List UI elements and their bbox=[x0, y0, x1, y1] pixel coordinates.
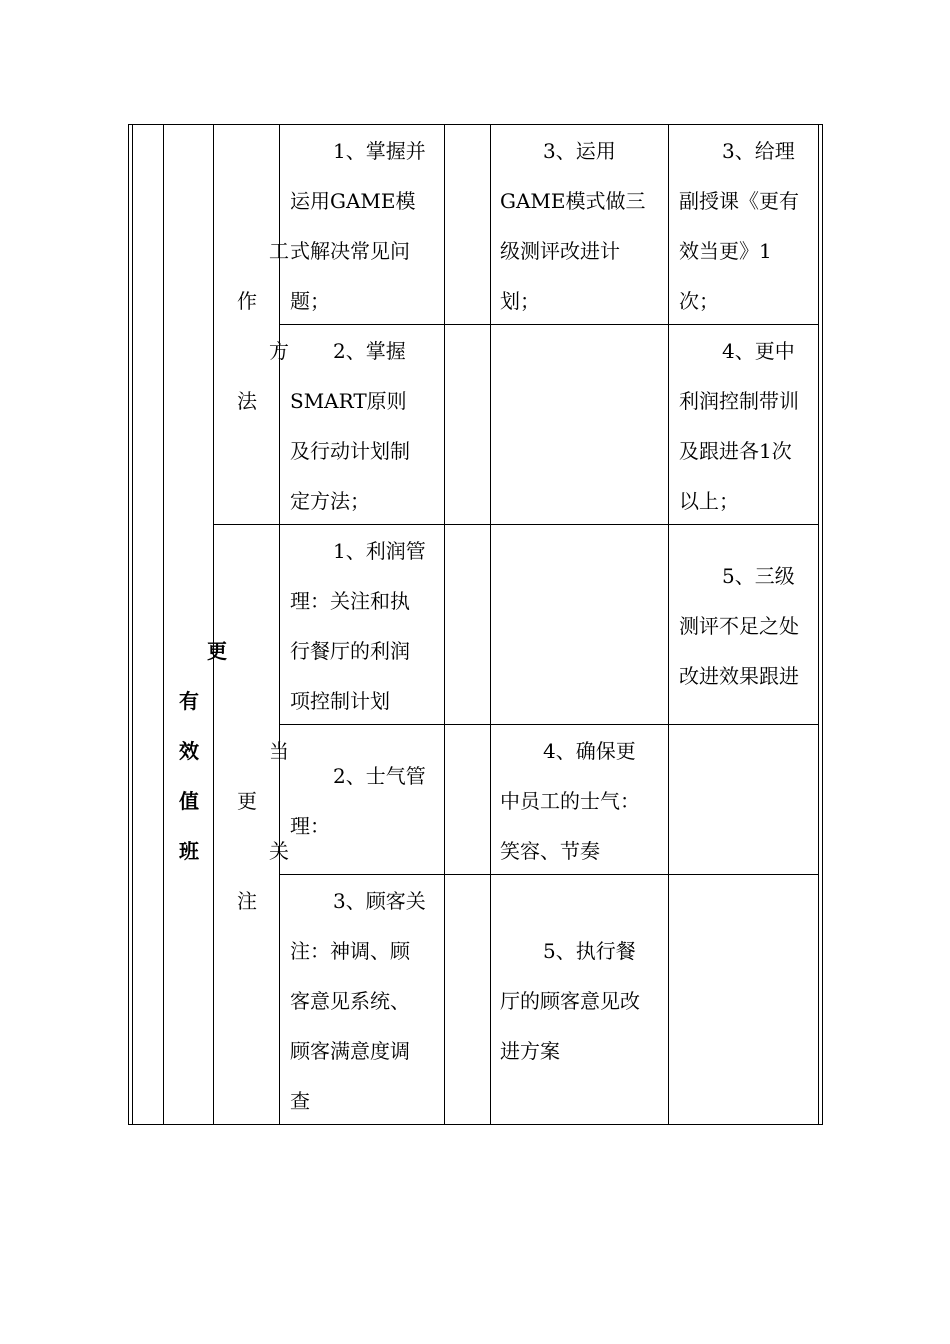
subcategory-char: 方 bbox=[269, 339, 289, 363]
action-line: 3、运用 bbox=[543, 139, 616, 163]
col-line-6 bbox=[668, 124, 669, 1125]
row-line-1 bbox=[279, 324, 819, 325]
measure-line: 改进效果跟进 bbox=[679, 664, 799, 688]
measure-line: 3、给理 bbox=[722, 139, 795, 163]
category-char: 效 bbox=[179, 739, 199, 763]
content-line: 2、掌握 bbox=[333, 339, 406, 363]
content-line: 理： bbox=[290, 814, 330, 838]
action-line: 级测评改进计 bbox=[500, 239, 620, 263]
category-char: 班 bbox=[179, 839, 199, 863]
action-line: GAME模式做三 bbox=[500, 189, 646, 213]
category-char: 值 bbox=[179, 789, 199, 813]
action-line: 划； bbox=[500, 289, 540, 313]
content-line: 查 bbox=[290, 1089, 310, 1113]
measure-line: 利润控制带训 bbox=[679, 389, 799, 413]
measure-line: 5、三级 bbox=[722, 564, 795, 588]
table-border-left-outer bbox=[128, 124, 129, 1125]
action-line: 中员工的士气： bbox=[500, 789, 640, 813]
measure-line: 4、更中 bbox=[722, 339, 795, 363]
table-border-bottom bbox=[128, 1124, 823, 1125]
content-line: 2、士气管 bbox=[333, 764, 426, 788]
content-line: 定方法； bbox=[290, 489, 370, 513]
measure-line: 效当更》1 bbox=[679, 239, 772, 263]
action-line: 笑容、节奏 bbox=[500, 839, 600, 863]
col-line-4 bbox=[444, 124, 445, 1125]
subcategory-char: 当 bbox=[269, 739, 289, 763]
action-line: 5、执行餐 bbox=[543, 939, 636, 963]
content-line: 运用GAME模 bbox=[290, 189, 416, 213]
action-line: 进方案 bbox=[500, 1039, 560, 1063]
subcategory-char: 关 bbox=[269, 839, 289, 863]
table-border-top bbox=[128, 124, 823, 125]
action-line: 厅的顾客意见改 bbox=[500, 989, 640, 1013]
table-border-right-outer bbox=[822, 124, 823, 1125]
subcategory-char: 更 bbox=[237, 789, 257, 813]
measure-line: 次； bbox=[679, 289, 719, 313]
measure-line: 副授课《更有 bbox=[679, 189, 799, 213]
content-line: 顾客满意度调 bbox=[290, 1039, 410, 1063]
content-line: SMART原则 bbox=[290, 389, 407, 413]
subcategory-char: 作 bbox=[237, 289, 257, 313]
col-line-2 bbox=[213, 124, 214, 1125]
category-char: 更 bbox=[207, 639, 227, 663]
table-border-right-inner bbox=[818, 124, 819, 1125]
subcategory-char: 法 bbox=[237, 389, 257, 413]
action-line: 4、确保更 bbox=[543, 739, 636, 763]
col-line-1 bbox=[163, 124, 164, 1125]
content-line: 及行动计划制 bbox=[290, 439, 410, 463]
measure-line: 测评不足之处 bbox=[679, 614, 799, 638]
content-line: 客意见系统、 bbox=[290, 989, 410, 1013]
content-line: 注：神调、顾 bbox=[290, 939, 410, 963]
col-line-5 bbox=[490, 124, 491, 1125]
content-line: 式解决常见问 bbox=[290, 239, 410, 263]
content-line: 3、顾客关 bbox=[333, 889, 426, 913]
measure-line: 及跟进各1次 bbox=[679, 439, 792, 463]
subcategory-char: 注 bbox=[237, 889, 257, 913]
category-char: 有 bbox=[179, 689, 199, 713]
subcategory-char: 工 bbox=[269, 239, 289, 263]
content-line: 理：关注和执 bbox=[290, 589, 410, 613]
content-line: 项控制计划 bbox=[290, 689, 390, 713]
content-line: 1、掌握并 bbox=[333, 139, 426, 163]
content-line: 行餐厅的利润 bbox=[290, 639, 410, 663]
content-line: 题； bbox=[290, 289, 330, 313]
content-line: 1、利润管 bbox=[333, 539, 426, 563]
measure-line: 以上； bbox=[679, 489, 739, 513]
table-border-left-inner bbox=[132, 124, 133, 1125]
